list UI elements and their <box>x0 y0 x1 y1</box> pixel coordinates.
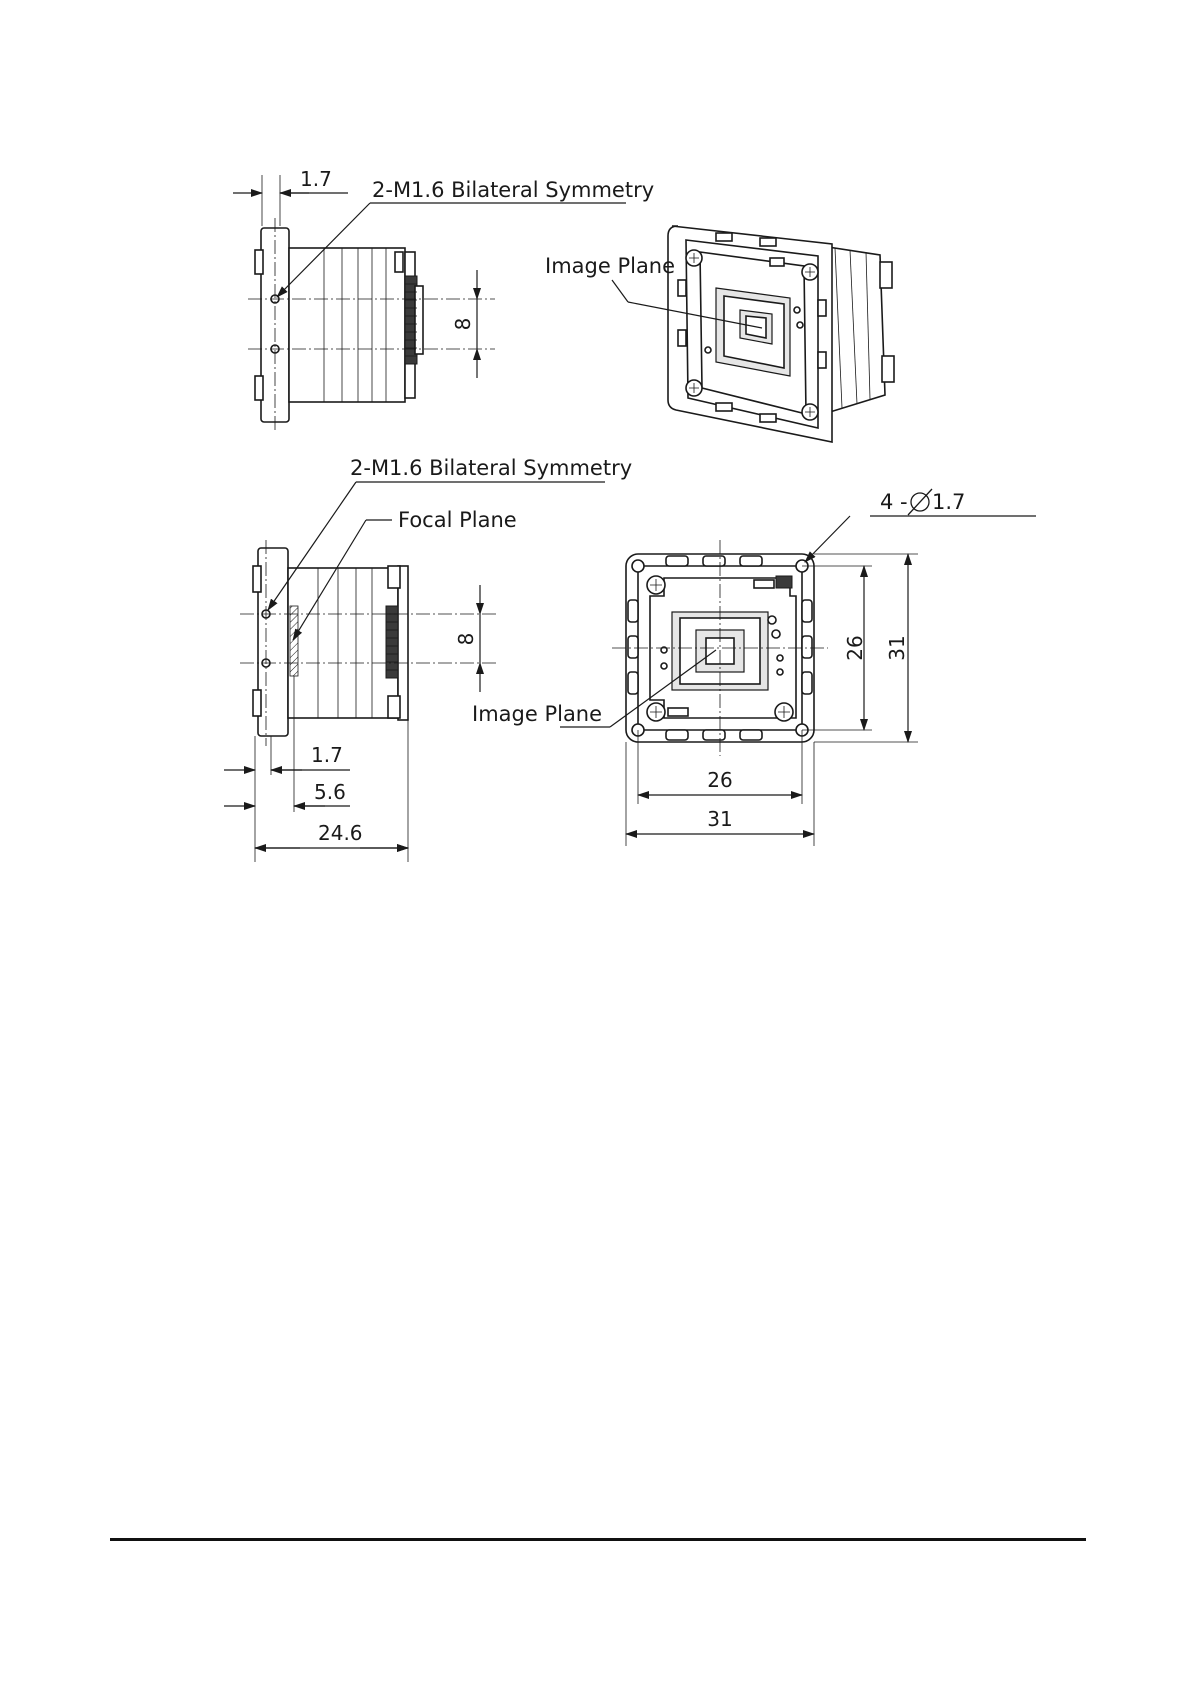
label-mount-bottom: 2-M1.6 Bilateral Symmetry <box>350 456 633 480</box>
side-view-bottom <box>224 456 632 862</box>
dim-front-height-inner: 26 <box>843 635 867 661</box>
footer-rule <box>110 1538 1086 1541</box>
label-holes-count: 4 - <box>880 490 908 514</box>
label-holes-diameter: 1.7 <box>932 490 966 514</box>
dim-front-height-outer: 31 <box>885 635 909 661</box>
dim-bottom-hole-pitch: 8 <box>454 632 478 646</box>
dim-top-flange: 1.7 <box>300 167 332 191</box>
label-image-plane-front: Image Plane <box>472 702 603 726</box>
label-focal-plane: Focal Plane <box>398 508 517 532</box>
dim-focal-offset: 5.6 <box>314 780 346 804</box>
dim-front-width-outer: 31 <box>707 807 733 831</box>
front-view <box>472 489 1036 846</box>
dim-bottom-flange: 1.7 <box>311 743 343 767</box>
side-view-top <box>233 167 654 430</box>
label-image-plane-iso: Image Plane <box>545 254 676 278</box>
isometric-view <box>545 226 894 442</box>
dim-overall-depth: 24.6 <box>318 821 363 845</box>
label-mount-top: 2-M1.6 Bilateral Symmetry <box>372 178 655 202</box>
dim-top-hole-pitch: 8 <box>451 317 475 331</box>
dim-front-width-inner: 26 <box>707 768 733 792</box>
diameter-icon <box>908 489 932 515</box>
